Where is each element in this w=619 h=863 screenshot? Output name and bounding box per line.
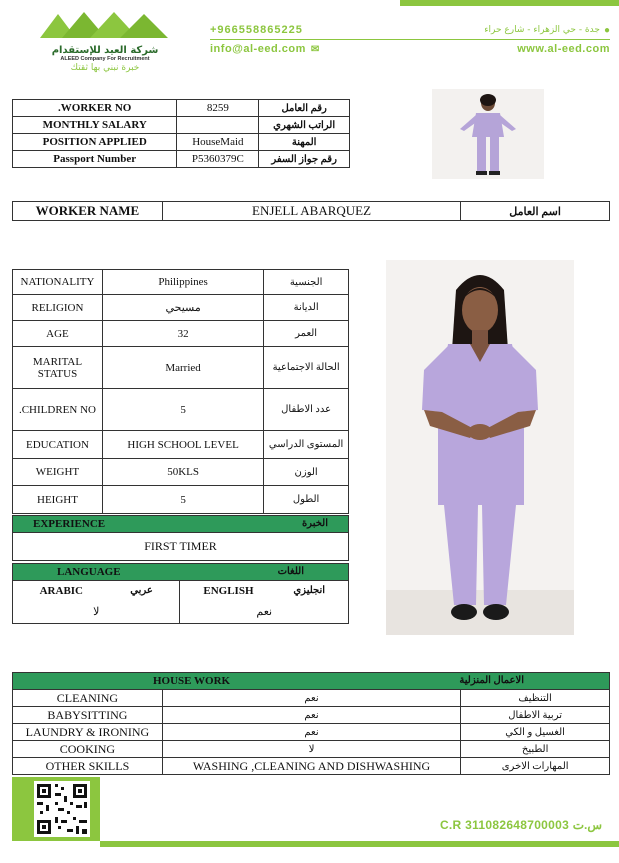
- header-accent: [400, 0, 619, 6]
- babysitting-label: BABYSITTING: [13, 707, 163, 724]
- cooking-value: لا: [162, 741, 460, 758]
- age-label-ar: العمر: [264, 321, 349, 347]
- company-name-en: ALEED Company For Recruitment: [60, 56, 150, 62]
- education-label: EDUCATION: [13, 431, 103, 459]
- height-label-ar: الطول: [264, 486, 349, 514]
- address-text: جدة - حي الزهراء - شارع حراء: [484, 25, 600, 35]
- company-logo: [40, 10, 170, 73]
- nationality-label: NATIONALITY: [13, 270, 103, 295]
- religion-label-ar: الديانة: [264, 295, 349, 321]
- laundry-value: نعم: [162, 724, 460, 741]
- arabic-label-ar: عربي: [130, 584, 153, 596]
- babysitting-label-ar: تربية الاطفال: [461, 707, 610, 724]
- mail-icon: ✉: [310, 43, 320, 55]
- company-name-ar: شركة العيد للإستقدام: [51, 45, 159, 56]
- phone-number[interactable]: +966558865225: [210, 24, 303, 36]
- website-url[interactable]: www.al-eed.com: [517, 43, 610, 55]
- experience-value: FIRST TIMER: [13, 533, 349, 561]
- housework-table: [12, 672, 610, 775]
- header-contacts: [210, 22, 610, 57]
- location-pin-icon: ●: [603, 24, 610, 36]
- education-value: HIGH SCHOOL LEVEL: [102, 431, 263, 459]
- other-skills-label-ar: المهارات الاخرى: [461, 758, 610, 775]
- logo-mark-icon: [40, 10, 170, 40]
- salary-value: [177, 117, 259, 134]
- worker-name-table: [12, 201, 610, 221]
- cleaning-value: نعم: [162, 690, 460, 707]
- housework-label: HOUSE WORK: [153, 675, 231, 687]
- worker-name-value: ENJELL ABARQUEZ: [162, 202, 460, 221]
- laundry-label: LAUNDRY & IRONING: [13, 724, 163, 741]
- details-table: [12, 269, 349, 514]
- experience-header: [13, 516, 349, 533]
- cooking-label: COOKING: [13, 741, 163, 758]
- salary-label: MONTHLY SALARY: [13, 117, 177, 134]
- cleaning-label-ar: التنظيف: [461, 690, 610, 707]
- age-value: 32: [102, 321, 263, 347]
- nationality-label-ar: الجنسية: [264, 270, 349, 295]
- babysitting-value: نعم: [162, 707, 460, 724]
- worker-name-label-ar: اسم العامل: [461, 202, 610, 221]
- position-value: HouseMaid: [177, 134, 259, 151]
- other-skills-value: WASHING ,CLEANING AND DISHWASHING: [162, 758, 460, 775]
- english-label: ENGLISH: [203, 584, 254, 597]
- language-label-ar: اللغات: [277, 566, 304, 577]
- position-label: POSITION APPLIED: [13, 134, 177, 151]
- worker-name-label: WORKER NAME: [13, 202, 163, 221]
- experience-label: EXPERIENCE: [33, 518, 106, 530]
- height-value: 5: [102, 486, 263, 514]
- marital-status-value: Married: [102, 347, 263, 389]
- weight-label-ar: الوزن: [264, 459, 349, 486]
- children-value: 5: [102, 389, 263, 431]
- height-label: HEIGHT: [13, 486, 103, 514]
- passport-label: Passport Number: [13, 151, 177, 168]
- summary-table: [12, 99, 350, 168]
- language-label: LANGUAGE: [57, 566, 121, 578]
- email-address[interactable]: info@al-eed.com: [210, 43, 306, 55]
- children-label-ar: عدد الاطفال: [264, 389, 349, 431]
- arabic-value: لا: [13, 601, 180, 624]
- experience-label-ar: الخبرة: [301, 518, 328, 529]
- weight-value: 50KLS: [102, 459, 263, 486]
- commercial-registration: C.R 311082648700003 س.ت: [439, 818, 602, 832]
- housework-label-ar: الاعمال المنزلية: [459, 675, 524, 686]
- marital-status-label: MARITAL STATUS: [13, 347, 103, 389]
- children-label: .CHILDREN NO: [13, 389, 103, 431]
- arabic-header: [13, 581, 180, 601]
- cooking-label-ar: الطبيخ: [461, 741, 610, 758]
- english-header: [180, 581, 349, 601]
- english-label-ar: انجليزي: [293, 584, 326, 596]
- passport-value: P5360379C: [177, 151, 259, 168]
- language-table: [12, 563, 349, 624]
- language-header: [13, 564, 349, 581]
- other-skills-label: OTHER SKILLS: [13, 758, 163, 775]
- qr-code[interactable]: [12, 777, 100, 841]
- passport-label-ar: رقم جواز السفر: [259, 151, 350, 168]
- worker-photo-small: [432, 89, 544, 179]
- housework-header: [13, 673, 610, 690]
- company-slogan: خبرة نبني بها ثقتك: [70, 63, 140, 73]
- nationality-value: Philippines: [102, 270, 263, 295]
- worker-no-label: .WORKER NO: [13, 100, 177, 117]
- footer-accent: [100, 841, 619, 847]
- english-value: نعم: [180, 601, 349, 624]
- arabic-label: ARABIC: [39, 584, 84, 597]
- worker-photo-large: [386, 260, 574, 635]
- qr-code-icon: [12, 777, 100, 841]
- religion-label: RELIGION: [13, 295, 103, 321]
- marital-status-label-ar: الحالة الاجتماعية: [264, 347, 349, 389]
- worker-no-label-ar: رقم العامل: [259, 100, 350, 117]
- education-label-ar: المستوى الدراسي: [264, 431, 349, 459]
- age-label: AGE: [13, 321, 103, 347]
- religion-value: مسيحي: [102, 295, 263, 321]
- laundry-label-ar: الغسيل و الكي: [461, 724, 610, 741]
- weight-label: WEIGHT: [13, 459, 103, 486]
- cleaning-label: CLEANING: [13, 690, 163, 707]
- position-label-ar: المهنة: [259, 134, 350, 151]
- salary-label-ar: الراتب الشهري: [259, 117, 350, 134]
- experience-table: [12, 515, 349, 561]
- worker-no-value: 8259: [177, 100, 259, 117]
